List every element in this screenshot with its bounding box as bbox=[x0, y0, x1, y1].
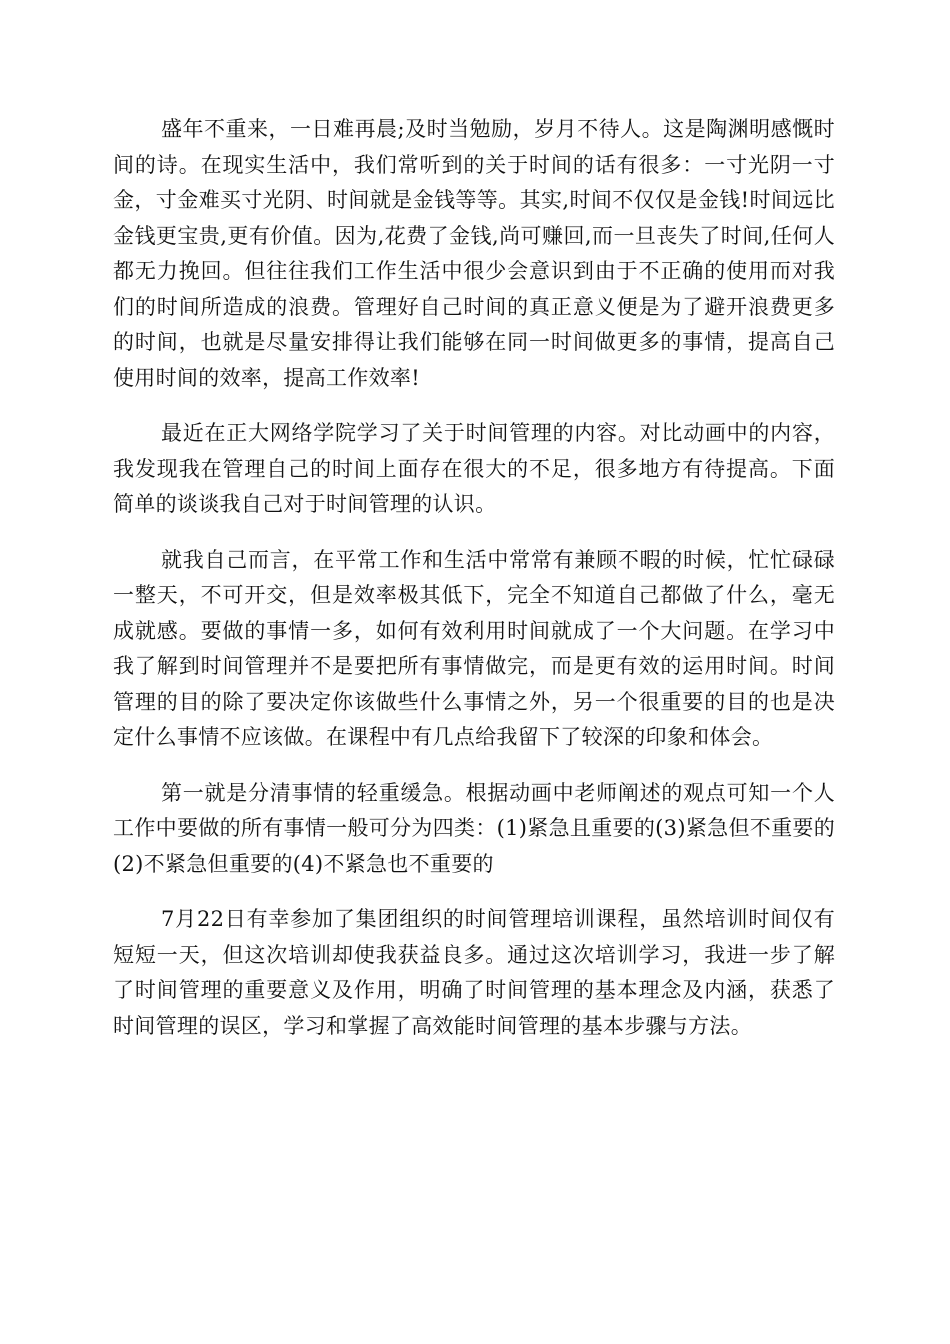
paragraph: 盛年不重来，一日难再晨;及时当勉励，岁月不待人。这是陶渊明感慨时间的诗。在现实生活中，我们常听到的关于时间的话有很多：一寸光阴一寸金，寸金难买寸光阴、时间就是金钱等等。其实,时间不仅仅是金钱!时间远比金钱更宝贵,更有价值。因为,花费了金钱,尚可赚回,而一旦丧失了时间,任何人都无力挽回。但往往我们工作生活中很少会意识到由于不正确的使用而对我们的时间所造成的浪费。管理好自己时间的真正意义便是为了避开浪费更多的时间，也就是尽量安排得让我们能够在同一时间做更多的事情，提高自己使用时间的效率，提高工作效率! bbox=[113, 117, 835, 390]
paragraph: 最近在正大网络学院学习了关于时间管理的内容。对比动画中的内容，我发现我在管理自己的时间上面存在很大的不足，很多地方有待提高。下面简单的谈谈我自己对于时间管理的认识。 bbox=[113, 421, 835, 516]
paragraph: 第一就是分清事情的轻重缓急。根据动画中老师阐述的观点可知一个人工作中要做的所有事情一般可分为四类：(1)紧急且重要的(3)紧急但不重要的(2)不紧急但重要的(4)不紧急也不重要的 bbox=[113, 780, 835, 876]
document-body bbox=[113, 112, 835, 1064]
paragraph: 7月22日有幸参加了集团组织的时间管理培训课程，虽然培训时间仅有短短一天，但这次培训却使我获益良多。通过这次培训学习，我进一步了解了时间管理的重要意义及作用，明确了时间管理的基本理念及内涵，获悉了时间管理的误区，学习和掌握了高效能时间管理的基本步骤与方法。 bbox=[113, 907, 835, 1038]
paragraph: 就我自己而言，在平常工作和生活中常常有兼顾不暇的时候，忙忙碌碌一整天，不可开交，但是效率极其低下，完全不知道自己都做了什么，毫无成就感。要做的事情一多，如何有效利用时间就成了一个大问题。在学习中我了解到时间管理并不是要把所有事情做完，而是更有效的运用时间。时间管理的目的除了要决定你该做些什么事情之外，另一个很重要的目的也是决定什么事情不应该做。在课程中有几点给我留下了较深的印象和体会。 bbox=[113, 547, 835, 749]
